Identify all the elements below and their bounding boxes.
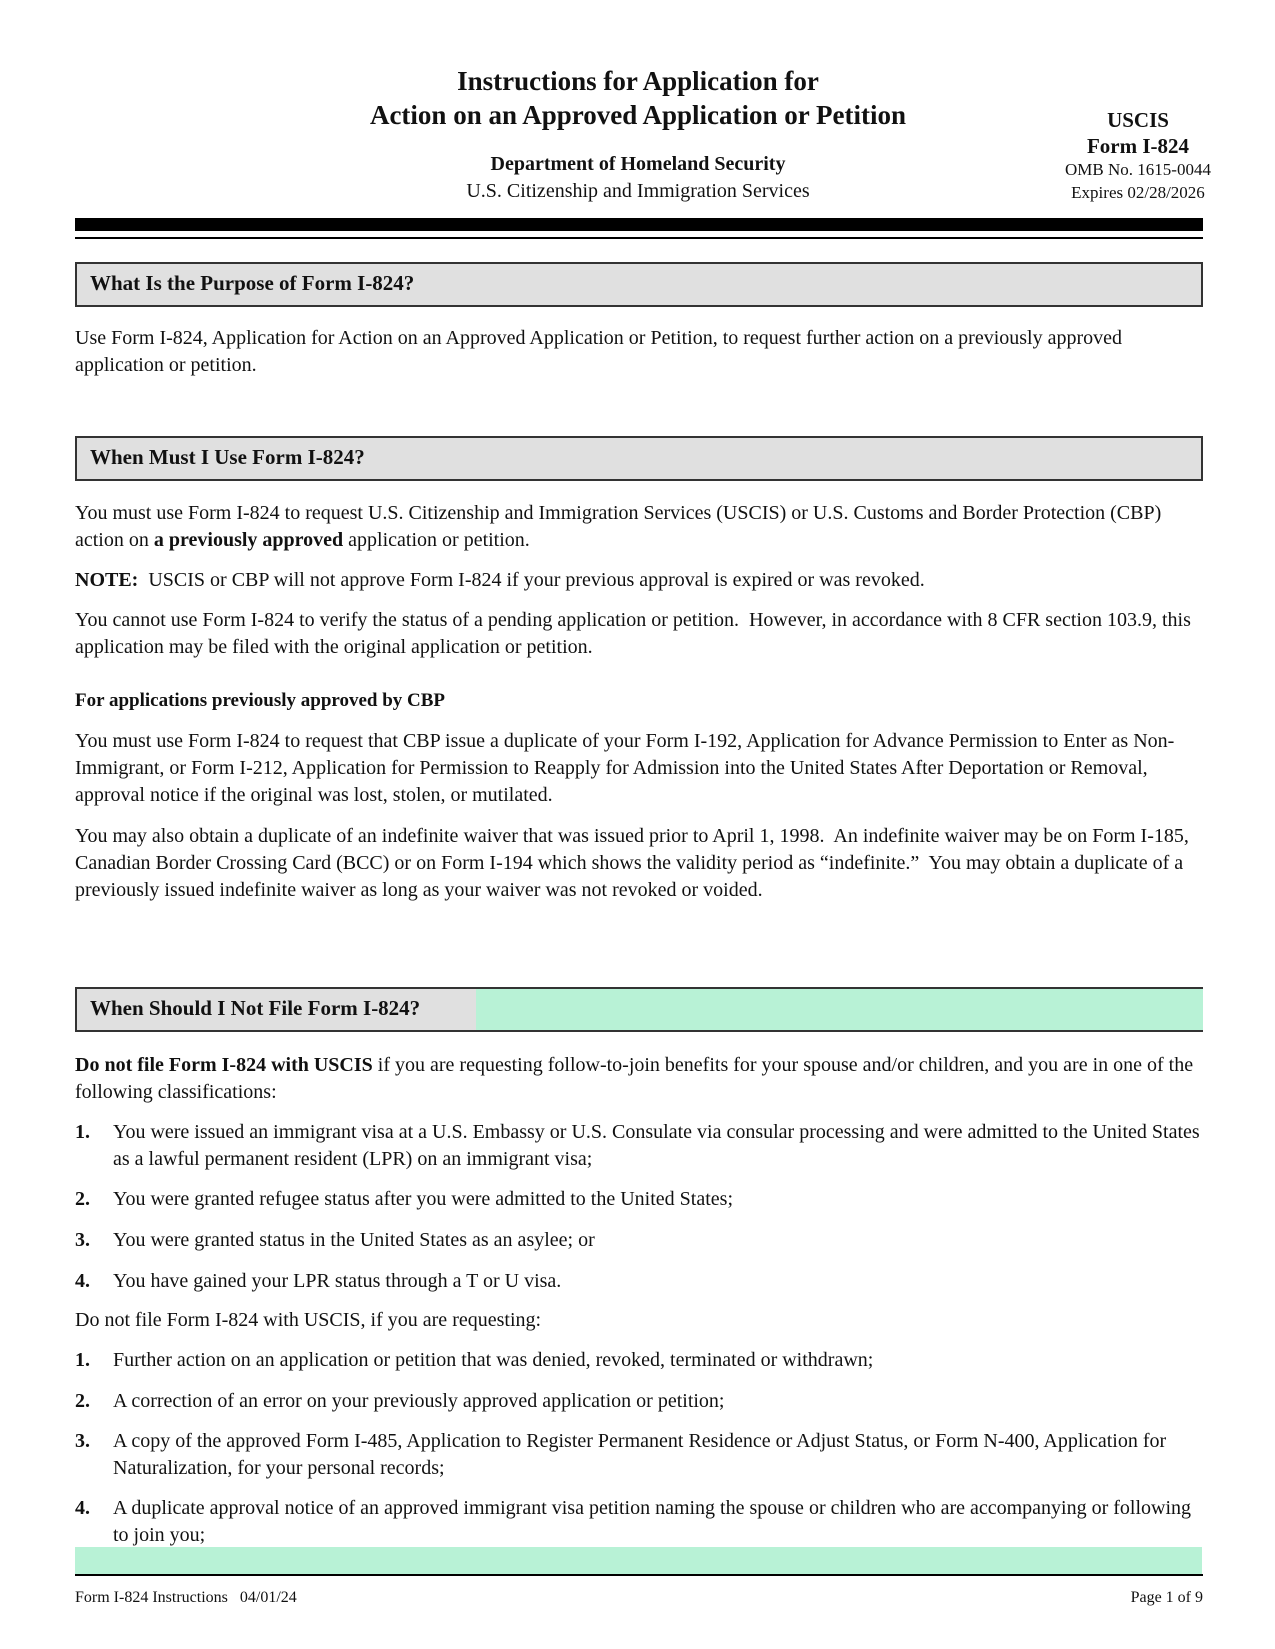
header-thin-rule [75,237,1203,239]
pending-paragraph: You cannot use Form I-824 to verify the status of a pending application or petition. However, in accordance with 8 CFR section 103.9, this application may be filed with the original application or petition. [75,609,1196,658]
list-number: 2. [75,1390,90,1412]
note-paragraph [75,567,1205,594]
list-item [75,1388,1205,1415]
document-title-line1: Instructions for Application for [457,66,819,96]
bold-text-run: a previously approved [153,529,344,551]
text-run: if you are requesting follow-to-join benefits for your spouse and/or children, and you are in one of the following classifications: [75,1054,1194,1103]
text-run: You must use Form I-824 to request U.S. Citizenship and Immigration Services (USCIS) or U.S. Customs and Border Protection (CBP) action on [75,502,1162,551]
section-heading-label: When Must I Use Form I-824? [90,445,365,469]
agency-short: USCIS [1107,108,1169,132]
footer-page-number: Page 1 of 9 [1130,1589,1203,1606]
purpose-paragraph: Use Form I-824, Application for Action on an Approved Application or Petition, to request further action on a previously approved application or petition. [75,327,1123,376]
list-item [75,1186,1205,1213]
list-text: You were granted refugee status after you were admitted to the United States; [113,1188,733,1210]
text-run: application or petition. [343,529,530,551]
list-text: You were issued an immigrant visa at a U.S. Embassy or U.S. Consulate via consular processing and were admitted to the United States as a lawful permanent resident (LPR) on an immigrant visa; [113,1121,1200,1170]
header-thick-rule [75,218,1203,231]
section-heading-label: When Should I Not File Form I-824? [90,996,421,1020]
document-title-line2: Action on an Approved Application or Petition [369,100,907,130]
indefinite-waiver-paragraph: You may also obtain a duplicate of an indefinite waiver that was issued prior to April 1, 1998. An indefinite waiver may be on Form I-185, Canadian Border Crossing Card (BCC) or on Form I-194 which shows the validity period as “indefinite.” You may obtain a duplicate of a previously issued indefinite waiver as long as your waiver was not revoked or voided. [75,825,1194,901]
list-text: A duplicate approval notice of an approved immigrant visa petition naming the spouse or children who are accompanying or following to join you; [113,1497,1192,1546]
bold-text-run: Do not file Form I-824 with USCIS [75,1054,373,1076]
section-heading-purpose [75,262,1203,307]
cbp-subheading: For applications previously approved by CBP [75,690,446,711]
list-number: 3. [75,1229,90,1251]
highlight-region [75,1547,1202,1574]
list-number: 4. [75,1497,90,1519]
list-number: 4. [75,1270,90,1292]
list-text: You were granted status in the United States as an asylee; or [113,1229,595,1251]
when-not-intro [75,1052,1205,1106]
highlight-region [476,989,1203,1030]
omb-number: OMB No. 1615-0044 [1065,160,1211,179]
list-text: Further action on an application or petition that was denied, revoked, terminated or withdrawn; [113,1349,874,1371]
when-not-intro-2: Do not file Form I-824 with USCIS, if you are requesting: [75,1309,542,1331]
list-text: A correction of an error on your previously approved application or petition; [113,1390,725,1412]
list-item [75,1495,1205,1549]
list-number: 1. [75,1121,90,1143]
list-item [75,1227,1205,1254]
list-text: You have gained your LPR status through a T or U visa. [113,1270,562,1292]
section-heading-when-not [75,987,1203,1032]
note-label: NOTE: [75,569,139,591]
list-text: A copy of the approved Form I-485, Application to Register Permanent Residence or Adjust Status, or Form N-400, Application for Naturalization, for your personal records; [113,1430,1167,1479]
list-number: 3. [75,1430,90,1452]
footer-form-info: Form I-824 Instructions 04/01/24 [75,1589,297,1606]
note-text: USCIS or CBP will not approve Form I-824 if your previous approval is expired or was revoked. [138,569,925,591]
agency-name: U.S. Citizenship and Immigration Services [466,180,810,202]
list-item [75,1428,1205,1482]
list-item [75,1119,1205,1173]
expiration-date: Expires 02/28/2026 [1071,183,1205,202]
form-number: Form I-824 [1086,134,1190,158]
cbp-paragraph: You must use Form I-824 to request that CBP issue a duplicate of your Form I-192, Application for Advance Permission to Enter as Non-Immigrant, or Form I-212, Application for Permission to Reapply for Admission into the United States After Deportation or Removal, approval notice if the original was lost, stolen, or mutilated. [75,730,1175,806]
section-heading-when-must [75,436,1203,481]
list-item [75,1268,1205,1295]
list-number: 2. [75,1188,90,1210]
when-must-paragraph [75,500,1205,554]
list-number: 1. [75,1349,90,1371]
section-heading-label: What Is the Purpose of Form I-824? [90,271,415,295]
footer-rule [75,1574,1203,1576]
list-item [75,1347,1205,1374]
department-name: Department of Homeland Security [490,153,786,175]
